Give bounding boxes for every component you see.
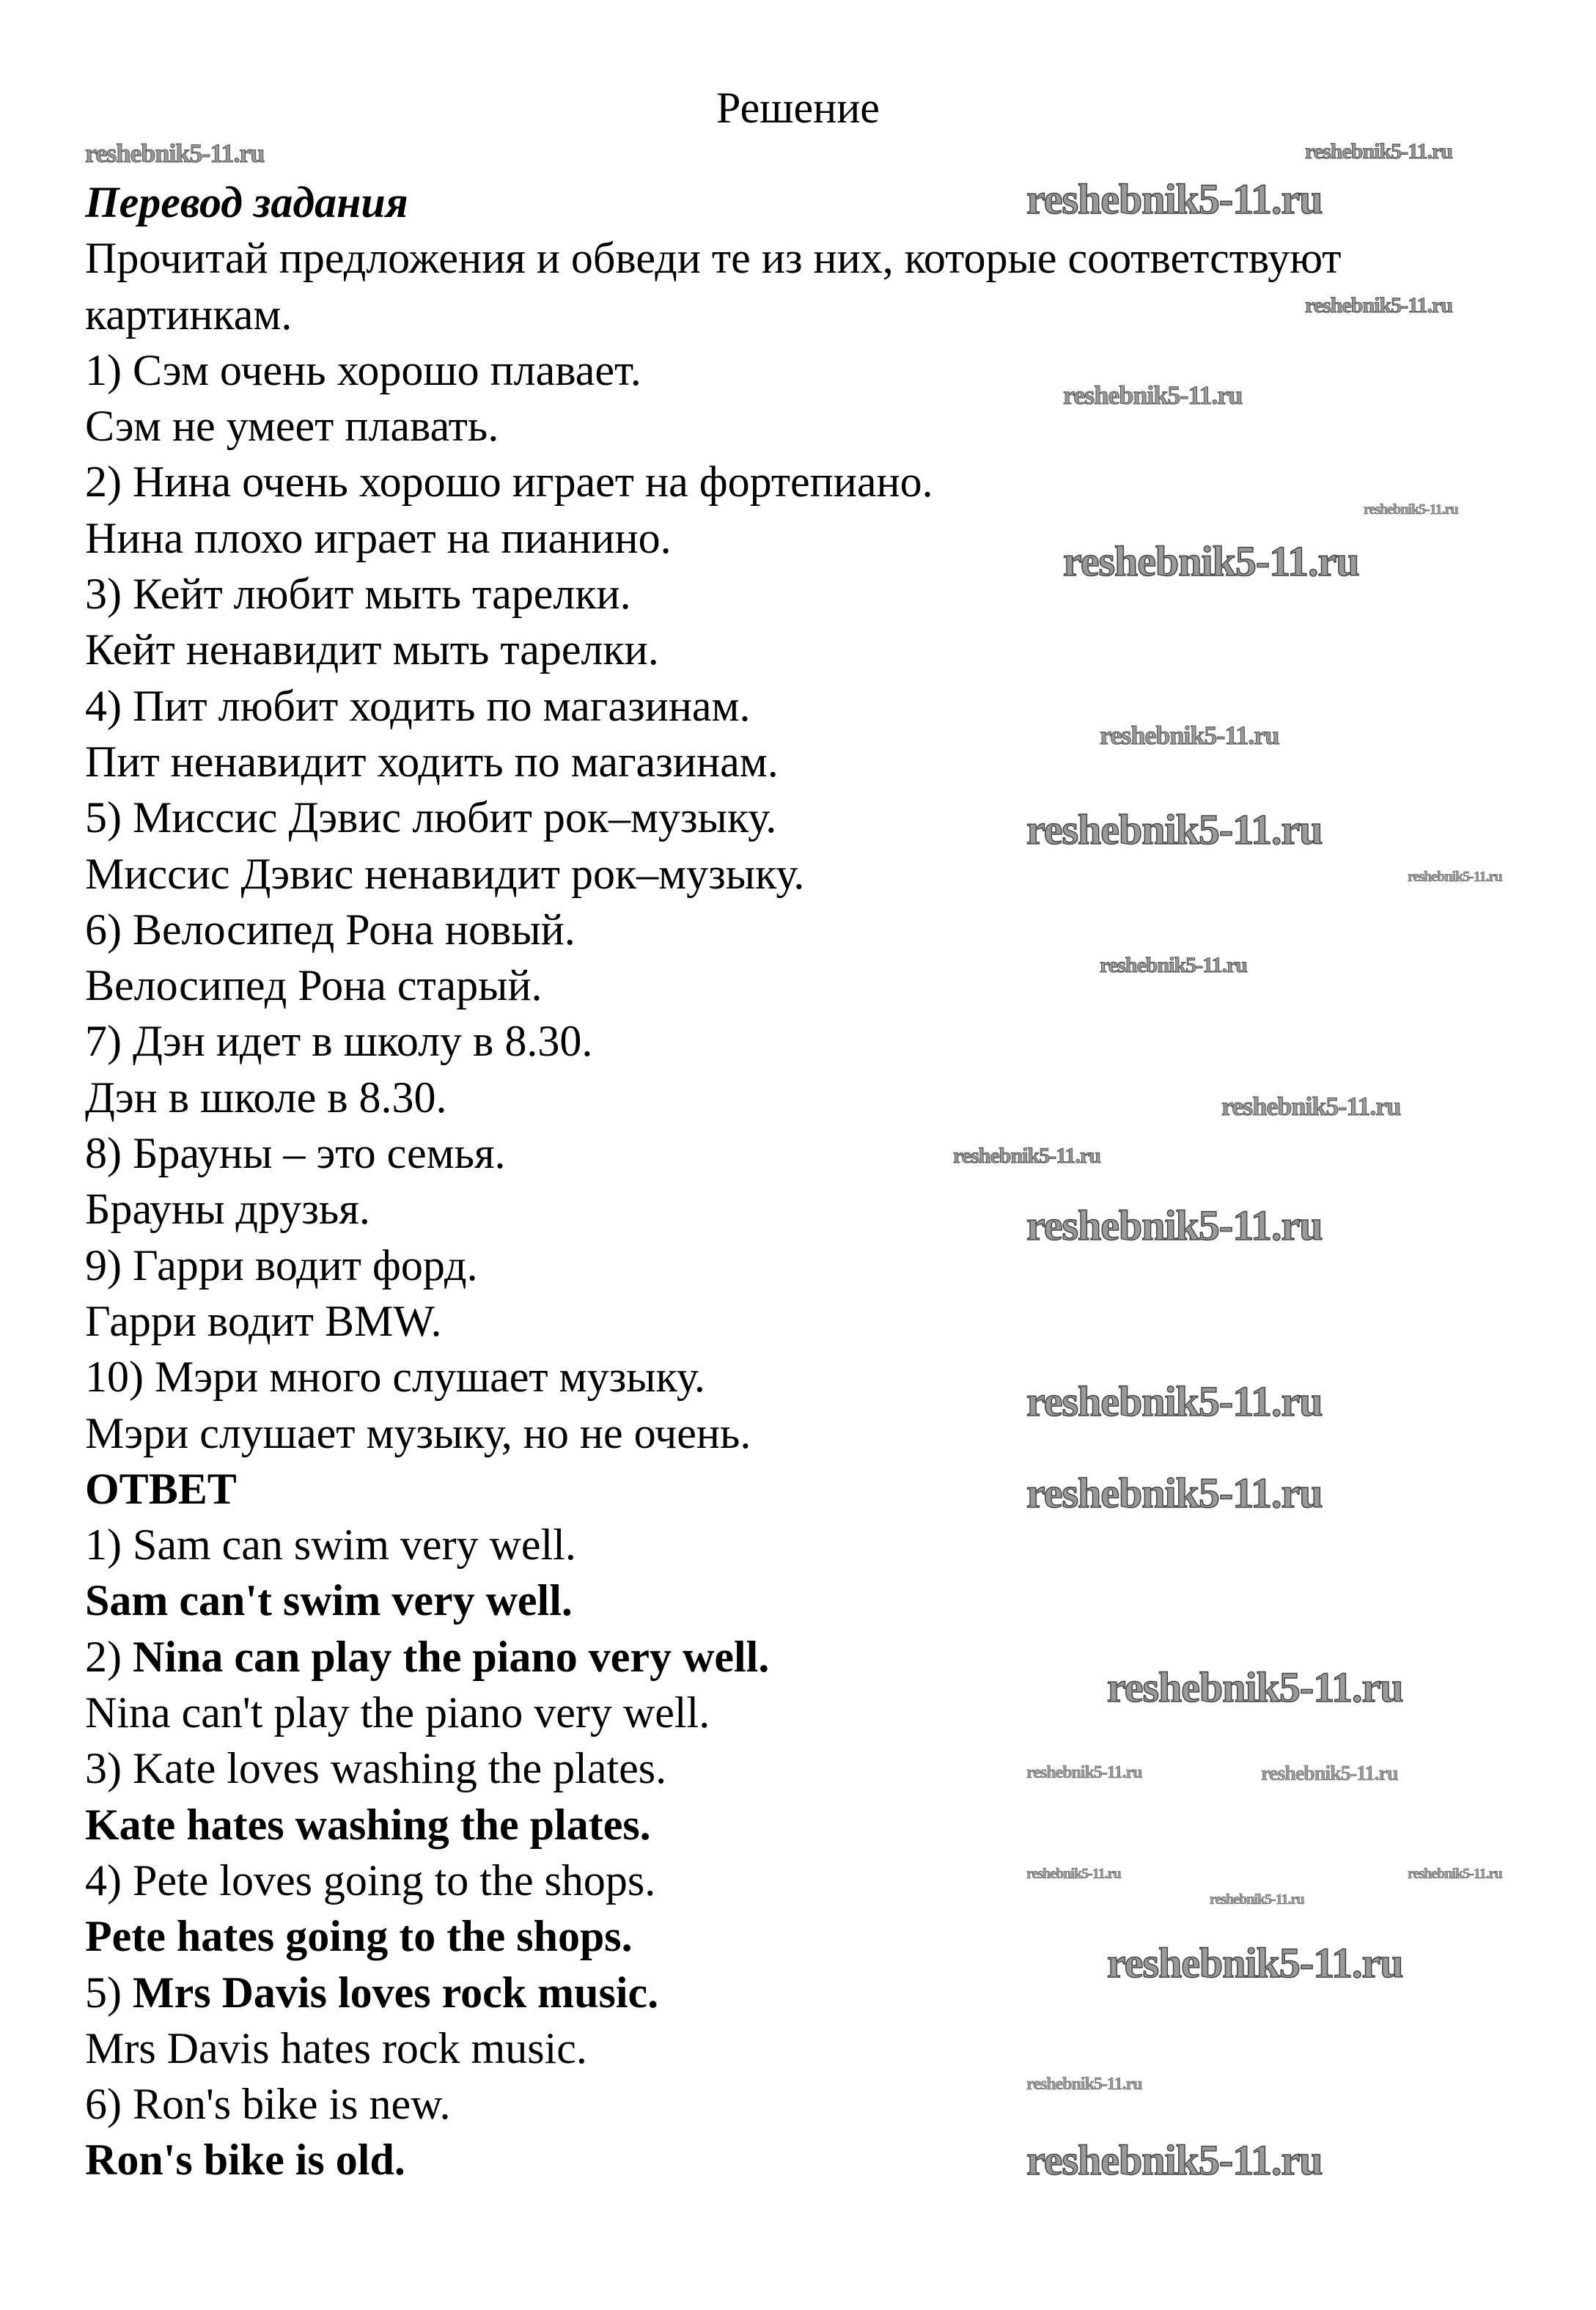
line-text: Сэм не умеет плавать. <box>85 402 499 451</box>
line-text: 5) Миссис Дэвис любит рок–музыку. <box>85 793 777 842</box>
text-line <box>85 1070 1341 1125</box>
text-line <box>85 622 1341 677</box>
watermark: reshebnik5-11.ru <box>1026 1763 1142 1782</box>
line-text: 4) Pete loves going to the shops. <box>85 1855 656 1905</box>
line-text: Kate hates washing the plates. <box>85 1800 651 1849</box>
line-text: 4) Пит любит ходить по магазинам. <box>85 681 751 730</box>
text-line <box>85 1797 1341 1853</box>
line-text: Велосипед Рона старый. <box>85 961 543 1010</box>
line-text: 3) Кейт любит мыть тарелки. <box>85 570 631 619</box>
watermark: reshebnik5-11.ru <box>1026 1202 1323 1249</box>
text-line <box>85 1125 1341 1181</box>
line-text: 9) Гарри водит форд. <box>85 1240 478 1290</box>
text-line <box>85 1573 1341 1628</box>
line-text: картинкам. <box>85 290 293 339</box>
line-text: Нина плохо играет на пианино. <box>85 513 672 562</box>
text-line <box>85 1740 1341 1796</box>
line-text: 6) Велосипед Рона новый. <box>85 905 575 954</box>
watermark: reshebnik5-11.ru <box>1221 1092 1401 1121</box>
text-line <box>85 230 1341 286</box>
watermark: reshebnik5-11.ru <box>1210 1891 1304 1908</box>
line-text: Ron's bike is old. <box>85 2136 405 2185</box>
text-line <box>85 1853 1341 1908</box>
line-text: Пит ненавидит ходить по магазинам. <box>85 737 779 786</box>
watermark: reshebnik5-11.ru <box>1107 1939 1403 1987</box>
line-text: Mrs Davis hates rock music. <box>85 2023 587 2072</box>
watermark: reshebnik5-11.ru <box>1100 721 1279 750</box>
line-text: 10) Мэри много слушает музыку. <box>85 1353 705 1402</box>
watermark: reshebnik5-11.ru <box>1063 380 1243 410</box>
watermark: reshebnik5-11.ru <box>1261 1762 1398 1785</box>
watermark: reshebnik5-11.ru <box>1026 1377 1323 1425</box>
watermark: reshebnik5-11.ru <box>1305 293 1452 317</box>
watermark: reshebnik5-11.ru <box>1026 175 1323 223</box>
watermark: reshebnik5-11.ru <box>1026 2136 1323 2184</box>
line-number: 5) <box>85 1968 133 2017</box>
watermark: reshebnik5-11.ru <box>1107 1663 1403 1711</box>
line-text: Гарри водит BMW. <box>85 1296 442 1345</box>
watermark: reshebnik5-11.ru <box>1026 806 1323 853</box>
watermark: reshebnik5-11.ru <box>1026 1469 1323 1517</box>
line-text: Брауны друзья. <box>85 1185 370 1234</box>
line-number: 2) <box>85 1632 133 1681</box>
line-text: Mrs Davis loves rock music. <box>132 1968 659 2017</box>
line-text: 1) Sam can swim very well. <box>85 1520 576 1570</box>
line-text: ОТВЕТ <box>85 1464 237 1513</box>
watermark: reshebnik5-11.ru <box>1026 1866 1121 1882</box>
line-text: Кейт ненавидит мыть тарелки. <box>85 625 659 674</box>
line-text: Перевод задания <box>85 178 408 227</box>
text-line <box>85 1517 1341 1573</box>
text-line <box>85 1293 1341 1349</box>
text-line <box>85 454 1341 510</box>
watermark: reshebnik5-11.ru <box>85 139 265 168</box>
line-text: Sam can't swim very well. <box>85 1576 573 1625</box>
watermark: reshebnik5-11.ru <box>1063 537 1359 585</box>
line-text: Nina can play the piano very well. <box>132 1632 770 1681</box>
watermark: reshebnik5-11.ru <box>1408 1866 1502 1882</box>
line-text: 1) Сэм очень хорошо плавает. <box>85 345 641 394</box>
line-text: Nina can't play the piano very well. <box>85 1688 710 1737</box>
line-text: 7) Дэн идет в школу в 8.30. <box>85 1017 593 1066</box>
line-text: Прочитай предложения и обведи те из них, которые соответствуют <box>85 234 1342 283</box>
text-line <box>85 1013 1341 1069</box>
line-text: Pete hates going to the shops. <box>85 1912 633 1961</box>
line-text: Миссис Дэвис ненавидит рок–музыку. <box>85 849 805 898</box>
text-line <box>85 902 1341 957</box>
watermark: reshebnik5-11.ru <box>1026 2075 1142 2094</box>
document-body <box>85 174 1341 2188</box>
line-text: 3) Kate loves washing the plates. <box>85 1744 667 1793</box>
text-line <box>85 2076 1341 2132</box>
watermark: reshebnik5-11.ru <box>1364 501 1458 518</box>
page-title: Решение <box>716 84 880 132</box>
text-line <box>85 287 1341 342</box>
line-text: 8) Брауны – это семья. <box>85 1129 506 1178</box>
line-text: Дэн в школе в 8.30. <box>85 1073 447 1122</box>
line-text: 2) Нина очень хорошо играет на фортепиано. <box>85 457 933 507</box>
line-text: 6) Ron's bike is new. <box>85 2080 451 2129</box>
watermark: reshebnik5-11.ru <box>1100 953 1247 977</box>
watermark: reshebnik5-11.ru <box>953 1144 1100 1168</box>
watermark: reshebnik5-11.ru <box>1408 869 1502 885</box>
line-text: Мэри слушает музыку, но не очень. <box>85 1408 751 1457</box>
text-line <box>85 846 1341 902</box>
text-line <box>85 2020 1341 2076</box>
watermark: reshebnik5-11.ru <box>1305 139 1452 163</box>
